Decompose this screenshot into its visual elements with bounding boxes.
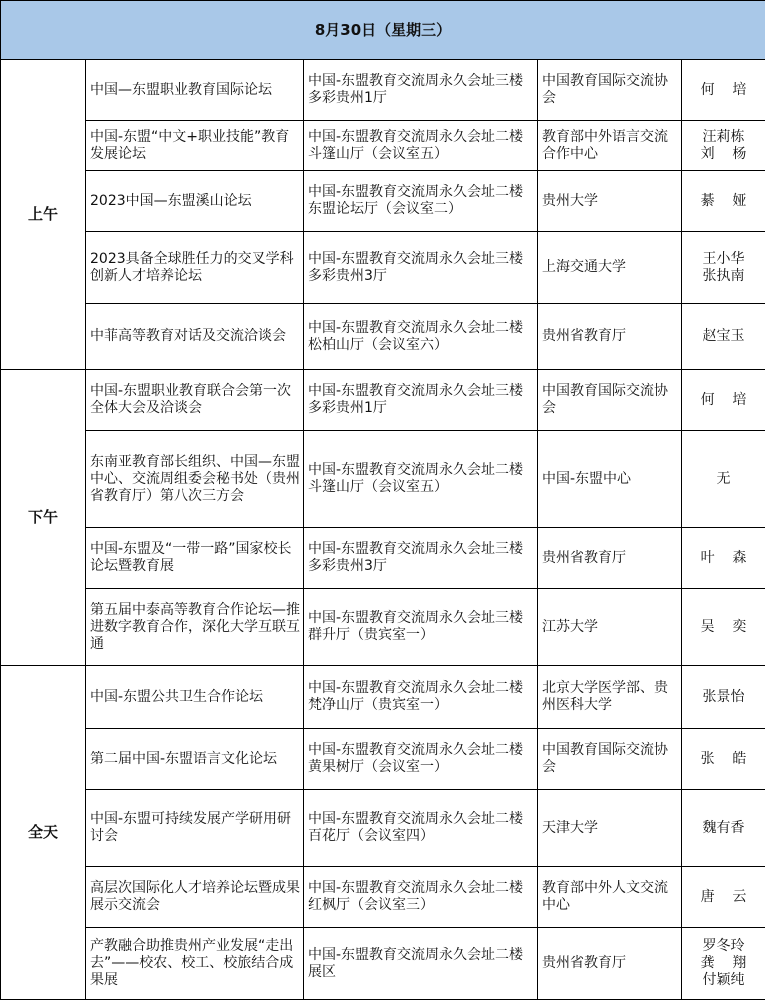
table-row bbox=[1, 666, 765, 729]
table-row bbox=[1, 370, 765, 431]
contact-name: 綦 娅 bbox=[700, 192, 747, 209]
venue-cell: 中国-东盟教育交流周永久会址二楼展区 bbox=[304, 928, 538, 1000]
organizer-cell: 中国-东盟中心 bbox=[538, 431, 682, 528]
contact-cell bbox=[682, 60, 765, 121]
venue-cell: 中国-东盟教育交流周永久会址三楼群升厅（贵宾室一） bbox=[304, 589, 538, 666]
venue-cell: 中国-东盟教育交流周永久会址三楼多彩贵州3厅 bbox=[304, 528, 538, 589]
forum-name: 2023中国—东盟溪山论坛 bbox=[86, 171, 304, 232]
table-row bbox=[1, 304, 765, 370]
organizer-cell: 中国教育国际交流协会 bbox=[538, 60, 682, 121]
contact-cell bbox=[682, 431, 765, 528]
venue-cell: 中国-东盟教育交流周永久会址二楼红枫厅（会议室三） bbox=[304, 867, 538, 928]
venue-cell: 中国-东盟教育交流周永久会址二楼黄果树厅（会议室一） bbox=[304, 729, 538, 790]
contact-name: 罗冬玲 bbox=[702, 938, 745, 954]
page-title: 8月30日（星期三） bbox=[1, 1, 765, 60]
forum-name: 中国—东盟职业教育国际论坛 bbox=[86, 60, 304, 121]
venue-cell: 中国-东盟教育交流周永久会址三楼多彩贵州3厅 bbox=[304, 232, 538, 304]
organizer-cell: 贵州省教育厅 bbox=[538, 304, 682, 370]
forum-name: 中国-东盟职业教育联合会第一次全体大会及洽谈会 bbox=[86, 370, 304, 431]
table-row bbox=[1, 729, 765, 790]
forum-name: 第五届中泰高等教育合作论坛—推进数字教育合作，深化大学互联互通 bbox=[86, 589, 304, 666]
contact-name: 张执南 bbox=[702, 267, 745, 284]
title-row bbox=[1, 1, 765, 60]
table-row bbox=[1, 121, 765, 171]
forum-name: 中国-东盟及“一带一路”国家校长论坛暨教育展 bbox=[86, 528, 304, 589]
contact-name: 刘 杨 bbox=[700, 145, 747, 162]
table-row bbox=[1, 589, 765, 666]
contact-name: 龚 翔 bbox=[700, 955, 747, 971]
organizer-cell: 教育部中外人文交流中心 bbox=[538, 867, 682, 928]
table-row bbox=[1, 431, 765, 528]
table-row bbox=[1, 928, 765, 1000]
organizer-cell: 北京大学医学部、贵州医科大学 bbox=[538, 666, 682, 729]
period-label: 全天 bbox=[1, 666, 86, 1000]
contact-name: 唐 云 bbox=[700, 888, 747, 905]
forum-name: 中国-东盟“中文+职业技能”教育发展论坛 bbox=[86, 121, 304, 171]
period-label: 上午 bbox=[1, 60, 86, 370]
organizer-cell: 贵州省教育厅 bbox=[538, 528, 682, 589]
organizer-cell: 贵州省教育厅 bbox=[538, 928, 682, 1000]
forum-name: 2023具备全球胜任力的交叉学科创新人才培养论坛 bbox=[86, 232, 304, 304]
contact-cell bbox=[682, 121, 765, 171]
forum-name: 第二届中国-东盟语言文化论坛 bbox=[86, 729, 304, 790]
contact-name: 付颖纯 bbox=[702, 972, 745, 988]
contact-cell bbox=[682, 928, 765, 1000]
organizer-cell: 教育部中外语言交流合作中心 bbox=[538, 121, 682, 171]
schedule-body bbox=[1, 1, 765, 1000]
forum-name: 中国-东盟可持续发展产学研用研讨会 bbox=[86, 790, 304, 867]
venue-cell: 中国-东盟教育交流周永久会址二楼松柏山厅（会议室六） bbox=[304, 304, 538, 370]
contact-name: 何 培 bbox=[700, 391, 747, 408]
contact-name: 汪莉栋 bbox=[702, 128, 745, 145]
forum-name: 高层次国际化人才培养论坛暨成果展示交流会 bbox=[86, 867, 304, 928]
table-row bbox=[1, 232, 765, 304]
venue-cell: 中国-东盟教育交流周永久会址三楼多彩贵州1厅 bbox=[304, 370, 538, 431]
forum-name: 中国-东盟公共卫生合作论坛 bbox=[86, 666, 304, 729]
forum-name: 中菲高等教育对话及交流洽谈会 bbox=[86, 304, 304, 370]
contact-name: 吴 奕 bbox=[700, 618, 747, 635]
contact-name: 张景怡 bbox=[702, 688, 745, 705]
contact-cell bbox=[682, 666, 765, 729]
venue-cell: 中国-东盟教育交流周永久会址二楼斗篷山厅（会议室五） bbox=[304, 121, 538, 171]
contact-cell bbox=[682, 232, 765, 304]
contact-name: 叶 森 bbox=[700, 549, 747, 566]
organizer-cell: 贵州大学 bbox=[538, 171, 682, 232]
table-row bbox=[1, 171, 765, 232]
organizer-cell: 上海交通大学 bbox=[538, 232, 682, 304]
venue-cell: 中国-东盟教育交流周永久会址二楼百花厅（会议室四） bbox=[304, 790, 538, 867]
contact-name: 何 培 bbox=[700, 81, 747, 98]
contact-cell bbox=[682, 867, 765, 928]
period-label: 下午 bbox=[1, 370, 86, 666]
contact-name: 张 皓 bbox=[700, 750, 747, 767]
organizer-cell: 中国教育国际交流协会 bbox=[538, 370, 682, 431]
contact-name: 魏有香 bbox=[702, 819, 745, 836]
venue-cell: 中国-东盟教育交流周永久会址二楼斗篷山厅（会议室五） bbox=[304, 431, 538, 528]
contact-cell bbox=[682, 589, 765, 666]
contact-cell bbox=[682, 370, 765, 431]
contact-cell bbox=[682, 171, 765, 232]
venue-cell: 中国-东盟教育交流周永久会址三楼多彩贵州1厅 bbox=[304, 60, 538, 121]
contact-cell bbox=[682, 790, 765, 867]
contact-name: 无 bbox=[716, 470, 731, 487]
table-row bbox=[1, 60, 765, 121]
forum-name: 东南亚教育部长组织、中国—东盟中心、交流周组委会秘书处（贵州省教育厅）第八次三方会 bbox=[86, 431, 304, 528]
organizer-cell: 中国教育国际交流协会 bbox=[538, 729, 682, 790]
table-row bbox=[1, 867, 765, 928]
contact-cell bbox=[682, 528, 765, 589]
table-row bbox=[1, 528, 765, 589]
table-row bbox=[1, 790, 765, 867]
contact-cell bbox=[682, 304, 765, 370]
organizer-cell: 天津大学 bbox=[538, 790, 682, 867]
venue-cell: 中国-东盟教育交流周永久会址二楼梵净山厅（贵宾室一） bbox=[304, 666, 538, 729]
contact-cell bbox=[682, 729, 765, 790]
contact-name: 王小华 bbox=[702, 250, 745, 267]
contact-name: 赵宝玉 bbox=[702, 328, 745, 344]
venue-cell: 中国-东盟教育交流周永久会址二楼东盟论坛厅（会议室二） bbox=[304, 171, 538, 232]
forum-name: 产教融合助推贵州产业发展“走出去”——校农、校工、校旅结合成果展 bbox=[86, 928, 304, 1000]
organizer-cell: 江苏大学 bbox=[538, 589, 682, 666]
